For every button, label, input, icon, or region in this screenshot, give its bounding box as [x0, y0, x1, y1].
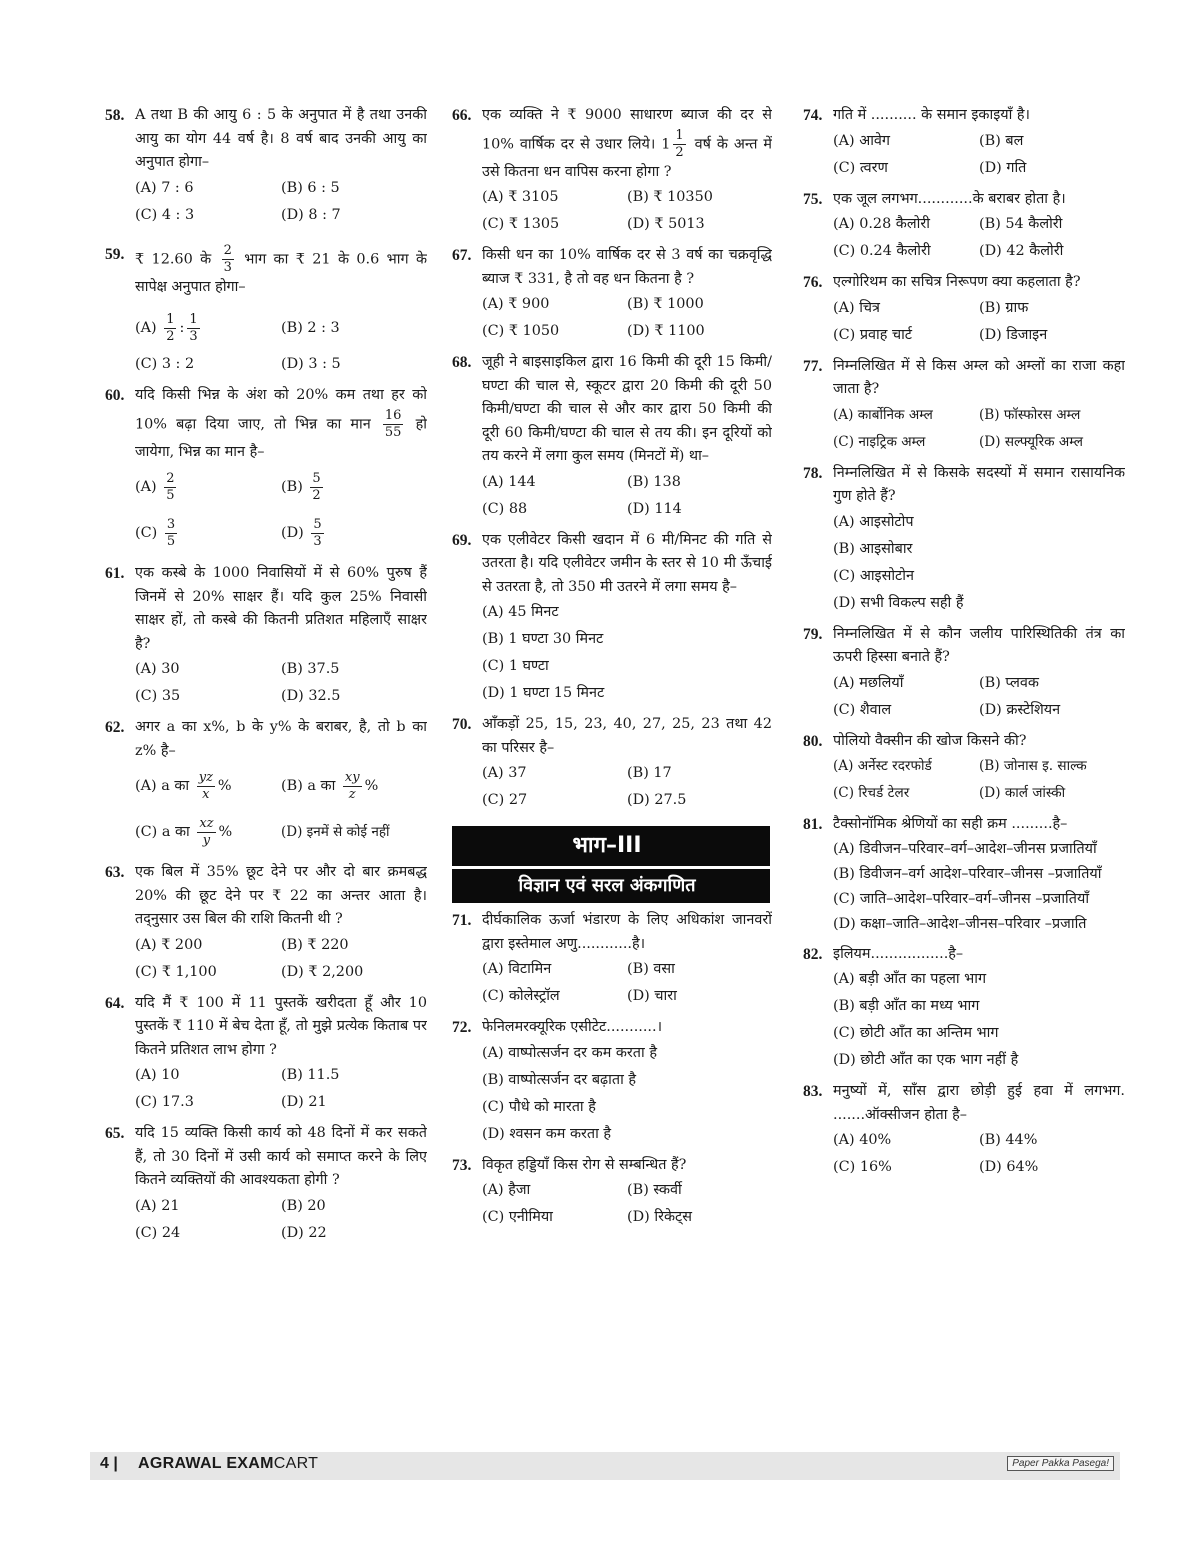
option-a: (A) 30	[135, 661, 180, 677]
option-d: (D) 22	[281, 1224, 327, 1241]
question-text	[135, 384, 427, 464]
question-80	[803, 730, 1125, 754]
percent-sign: %	[217, 778, 232, 794]
option-a: (A) 144	[482, 473, 536, 490]
options-65	[105, 1193, 427, 1247]
question-text-part: ₹ 12.60 के	[135, 251, 212, 267]
question-text	[482, 104, 772, 184]
options-71	[452, 956, 772, 1010]
option-d: (D) सभी विकल्प सही हैं	[833, 594, 964, 611]
question-number: 81.	[803, 816, 823, 833]
option-b: (B) 2 : 3	[281, 320, 340, 336]
option-d: (D) 1 घण्टा 15 मिनट	[482, 685, 605, 701]
options-74	[803, 128, 1125, 182]
option-b: (B) 138	[627, 473, 681, 490]
option-b: (B) जोनास इ. साल्क	[979, 758, 1087, 774]
option-c: (C) आइसोटोन	[833, 567, 915, 584]
fraction	[222, 243, 234, 276]
column-3	[803, 98, 1125, 1435]
options-58	[105, 175, 427, 229]
option-a: (A) 21	[135, 1197, 180, 1214]
question-63	[105, 861, 427, 932]
denominator: 2	[166, 328, 175, 344]
option-a: (A) ₹ 200	[135, 936, 203, 953]
numerator: 5	[313, 516, 322, 532]
option-c: (C) ₹ 1,100	[135, 963, 217, 980]
question-text: एक बिल में 35% छूट देने पर और दो बार क्रमबद्ध 20% की छूट देने पर ₹ 22 का अन्तर आता है। तद्नुसार उस बिल की राशि कितनी थी ?	[135, 864, 427, 927]
option-b: (B) वसा	[627, 961, 675, 977]
question-62	[105, 716, 427, 763]
question-number: 64.	[105, 994, 125, 1012]
fraction	[343, 770, 362, 803]
denominator: z	[348, 786, 356, 802]
option-d: (D) 64%	[979, 1159, 1039, 1175]
option-d: (D) क्रस्टेशियन	[979, 701, 1061, 718]
option-d: (D) 8 : 7	[281, 206, 341, 223]
option-label: (D)	[281, 525, 304, 541]
option-c: (C) 88	[482, 500, 528, 517]
option-c: (C) 27	[482, 792, 528, 808]
options-81	[803, 837, 1125, 937]
denominator: 2	[312, 487, 321, 503]
option-label: (C) a का	[135, 824, 190, 840]
option-b: (B) बड़ी आँत का मध्य भाग	[833, 998, 980, 1014]
question-text: एल्गोरिथम का सचित्र निरूपण क्या कहलाता है?	[833, 274, 1081, 290]
option-b: (B) आइसोबार	[833, 540, 913, 557]
question-number: 83.	[803, 1083, 823, 1100]
question-text: मनुष्यों में, साँस द्वारा छोड़ी हुई हवा में लगभग. .......ऑक्सीजन होता है–	[833, 1083, 1125, 1123]
question-65	[105, 1122, 427, 1193]
option-label: (A) a का	[135, 778, 190, 794]
denominator: 3	[313, 533, 322, 549]
options-70	[452, 760, 772, 814]
question-67	[452, 244, 772, 291]
option-d: (D) ₹ 2,200	[281, 963, 364, 980]
question-text: दीर्घकालिक ऊर्जा भंडारण के लिए अधिकांश जानवरों द्वारा इस्तेमाल अणु............है।	[482, 912, 772, 952]
fraction	[187, 312, 199, 345]
option-c: (C) 4 : 3	[135, 206, 195, 223]
question-number: 68.	[452, 354, 472, 371]
option-d: (D) 21	[281, 1094, 327, 1110]
numerator: 5	[312, 470, 321, 486]
denominator: y	[202, 832, 211, 848]
question-number: 70.	[452, 716, 472, 733]
numerator: xy	[344, 769, 360, 785]
option-d: (D) गति	[979, 159, 1027, 176]
option-a: (A) हैजा	[482, 1182, 531, 1198]
option-d	[281, 510, 427, 556]
option-c: (C) त्वरण	[833, 159, 888, 176]
option-a: (A) विटामिन	[482, 961, 552, 977]
options-67	[452, 291, 772, 345]
options-62	[105, 763, 427, 855]
option-c: (C) एनीमिया	[482, 1209, 553, 1225]
question-number: 69.	[452, 531, 472, 549]
fraction	[310, 471, 322, 504]
question-number: 60.	[105, 387, 125, 404]
question-79	[803, 623, 1125, 670]
option-d: (D) चारा	[627, 988, 677, 1004]
numerator: yz	[198, 769, 213, 785]
fraction	[164, 312, 176, 345]
question-number: 75.	[803, 190, 823, 208]
question-number: 61.	[105, 565, 125, 582]
option-c: (C) 0.24 कैलोरी	[833, 243, 931, 259]
question-76	[803, 271, 1125, 295]
question-number: 74.	[803, 107, 823, 124]
question-66	[452, 104, 772, 184]
option-b: (B) 11.5	[281, 1067, 340, 1083]
question-text-part: एक व्यक्ति ने ₹ 9000 साधारण ब्याज की दर से 10% वार्षिक दर से उधार लिये।	[482, 107, 772, 152]
options-75	[803, 211, 1125, 265]
question-number: 78.	[803, 464, 823, 482]
options-80	[803, 753, 1125, 807]
option-d: (D) 32.5	[281, 688, 341, 704]
option-c: (C) 3 : 2	[135, 356, 195, 372]
option-a: (A) बड़ी आँत का पहला भाग	[833, 971, 987, 987]
option-c: (C) कोलेस्ट्रॉल	[482, 988, 560, 1004]
option-b: (B) 1 घण्टा 30 मिनट	[482, 631, 604, 647]
options-61	[105, 656, 427, 710]
question-number: 65.	[105, 1125, 125, 1142]
options-72	[452, 1040, 772, 1148]
question-59	[105, 243, 427, 300]
brand-logo	[138, 1455, 318, 1473]
denominator: 5	[166, 487, 175, 503]
option-label: (A)	[135, 320, 157, 336]
numerator: 1	[675, 127, 684, 143]
question-58	[105, 104, 427, 175]
page-number: 4 |	[100, 1455, 118, 1472]
option-a: (A) मछलियाँ	[833, 674, 904, 691]
option-a: (A) 10	[135, 1067, 180, 1083]
option-c: (C) 24	[135, 1224, 181, 1241]
options-64	[105, 1062, 427, 1116]
question-number: 59.	[105, 245, 125, 263]
question-text-part: यदि किसी भिन्न के अंश को 20% कम तथा हर को 10% बढ़ा दिया जाए, तो भिन्न का मान	[135, 387, 427, 432]
options-69	[452, 599, 772, 707]
option-a: (A) चित्र	[833, 299, 881, 316]
option-c: (C) 17.3	[135, 1094, 194, 1110]
question-text: A तथा B की आयु 6 : 5 के अनुपात में है तथा उनकी आयु का योग 44 वर्ष है। 8 वर्ष बाद उनकी आयु का अनुपात होगा–	[135, 107, 427, 170]
question-number: 71.	[452, 912, 472, 929]
fraction	[197, 770, 215, 803]
option-a: (A) अर्नेस्ट रदरफोर्ड	[833, 758, 932, 774]
option-a: (A) आइसोटोप	[833, 513, 914, 530]
question-number: 82.	[803, 945, 823, 963]
tagline-badge: Paper Pakka Pasega!	[1007, 1456, 1114, 1471]
option-a: (A) कार्बोनिक अम्ल	[833, 406, 933, 423]
question-text-part: भाग का ₹ 21 के 0.6 भाग के सापेक्ष अनुपात होगा–	[135, 251, 427, 295]
option-d: (D) सल्फ्यूरिक अम्ल	[979, 433, 1083, 450]
question-text: टैक्सोनॉमिक श्रेणियों का सही क्रम .........है–	[833, 816, 1068, 832]
question-text: यदि मैं ₹ 100 में 11 पुस्तकें खरीदता हूँ और 10 पुस्तकें ₹ 110 में बेच देता हूँ, तो मुझे प्रत्येक किताब पर कितने प्रतिशत लाभ होगा ?	[135, 994, 427, 1058]
question-text: निम्नलिखित में से किसके सदस्यों में समान रासायनिक गुण होते हैं?	[833, 464, 1125, 504]
fraction	[673, 128, 685, 161]
option-b: (B) वाष्पोत्सर्जन दर बढ़ाता है	[482, 1071, 637, 1088]
option-d: (D) कार्ल जांस्की	[979, 785, 1066, 801]
option-a: (A) $\frac{1}{2}$ : $\frac{1}{3}$	[135, 311, 198, 344]
question-text: यदि 15 व्यक्ति किसी कार्य को 48 दिनों में कर सकते हैं, तो 30 दिनों में उसी कार्य को समाप्त करने के लिए कितने व्यक्तियों की आवश्यकता होगी ?	[135, 1125, 427, 1188]
denominator: 5	[166, 533, 176, 549]
option-d: (D) 3 : 5	[281, 356, 341, 372]
numerator: 2	[223, 242, 232, 258]
question-text-part: हो जायेगा, भिन्न का मान है–	[135, 416, 427, 460]
option-a: (A) डिवीजन–परिवार–वर्ग–आदेश–जीनस प्रजातियाँ	[833, 840, 1097, 857]
question-number: 66.	[452, 107, 472, 124]
question-text: किसी धन का 10% वार्षिक दर से 3 वर्ष का चक्रवृद्धि ब्याज ₹ 331, है तो वह धन कितना है ?	[482, 247, 772, 287]
option-label: (A)	[135, 479, 157, 495]
numerator: xz	[199, 815, 214, 831]
question-text: अगर a का x%, b के y% के बराबर, है, तो b का z% है–	[135, 719, 427, 759]
question-60	[105, 384, 427, 464]
question-64	[105, 992, 427, 1063]
section-title: भाग–III	[572, 833, 642, 858]
question-text: पोलियो वैक्सीन की खोज किसने की?	[833, 732, 1027, 749]
question-text: विकृत हड्डियाँ किस रोग से सम्बन्धित हैं?	[482, 1156, 687, 1173]
percent-sign: %	[218, 824, 233, 840]
option-b: (B) 54 कैलोरी	[979, 216, 1063, 232]
options-59	[105, 305, 427, 378]
question-74	[803, 104, 1125, 128]
denominator: 3	[189, 328, 198, 344]
question-71	[452, 909, 772, 956]
question-number: 77.	[803, 357, 823, 375]
brand-name-rest: CART	[273, 1455, 319, 1472]
numerator: 1	[189, 311, 198, 327]
question-number: 67.	[452, 247, 472, 264]
section-subtitle: विज्ञान एवं सरल अंकगणित	[452, 866, 770, 903]
option-a: (A) ₹ 900	[482, 296, 550, 312]
mixed-number-whole: 1	[661, 136, 671, 152]
question-number: 76.	[803, 274, 823, 291]
options-73	[452, 1177, 772, 1231]
option-d: (D) रिकेट्स	[627, 1209, 692, 1225]
question-number: 72.	[452, 1019, 472, 1036]
question-text: एक कस्बे के 1000 निवासियों में से 60% पुरुष हैं जिनमें से 20% साक्षर हैं। यदि कुल 25% निवासी साक्षर हों, तो कस्बे की कितनी प्रतिशत महिलाएँ साक्षर है?	[135, 565, 427, 652]
option-d: (D) श्वसन कम करता है	[482, 1125, 612, 1142]
option-d: (D) ₹ 1100	[627, 323, 705, 339]
option-label: (C)	[135, 525, 158, 541]
option-b: (B) डिवीजन–वर्ग आदेश–परिवार–जीनस –प्रजातियाँ	[833, 865, 1102, 882]
question-text: इलियम.................है–	[833, 945, 964, 962]
option-a: (A) 40%	[833, 1132, 892, 1148]
numerator: 2	[166, 470, 175, 486]
percent-sign: %	[364, 778, 379, 794]
numerator: 3	[166, 516, 176, 532]
option-d: (D) ₹ 5013	[627, 216, 705, 232]
option-b: (B) ₹ 220	[281, 936, 349, 953]
option-d: (D) 42 कैलोरी	[979, 243, 1064, 259]
options-77	[803, 402, 1125, 456]
numerator: 1	[166, 311, 175, 327]
option-b: (B) ₹ 10350	[627, 189, 713, 205]
options-63	[105, 932, 427, 986]
option-a: (A) ₹ 3105	[482, 189, 559, 205]
option-a	[135, 763, 281, 809]
column-2	[452, 98, 772, 1435]
question-number: 62.	[105, 719, 125, 736]
option-d: (D) इनमें से कोई नहीं	[281, 824, 390, 840]
question-number: 79.	[803, 625, 823, 643]
question-text	[135, 243, 427, 300]
option-c: (C) ₹ 1305	[482, 216, 560, 232]
question-77	[803, 355, 1125, 402]
question-82	[803, 943, 1125, 967]
option-b: (B) स्कर्वी	[627, 1182, 682, 1198]
column-1	[105, 98, 427, 1435]
option-a: (A) 45 मिनट	[482, 604, 559, 620]
section-banner	[452, 826, 770, 903]
question-text: निम्नलिखित में से कौन जलीय पारिस्थितिकी तंत्र का ऊपरी हिस्सा बनाते हैं?	[833, 625, 1125, 665]
question-78	[803, 462, 1125, 509]
option-c: (C) शैवाल	[833, 701, 892, 718]
question-number: 73.	[452, 1156, 472, 1174]
option-b: (B) फॉस्फोरस अम्ल	[979, 406, 1081, 423]
option-b: (B) 17	[627, 765, 672, 781]
question-61	[105, 562, 427, 656]
denominator: 2	[675, 144, 684, 160]
question-number: 58.	[105, 107, 125, 124]
option-c: (C) ₹ 1050	[482, 323, 560, 339]
option-c	[135, 510, 281, 556]
options-79	[803, 670, 1125, 724]
option-b: (B) 37.5	[281, 661, 340, 677]
option-a: (A) आवेग	[833, 132, 891, 149]
option-d: (D) डिजाइन	[979, 326, 1048, 343]
option-c: (C) प्रवाह चार्ट	[833, 326, 913, 343]
option-c: (C) 16%	[833, 1159, 892, 1175]
question-72	[452, 1016, 772, 1040]
question-text-part: वर्ष के अन्त में उसे कितना धन वापिस करना होगा ?	[482, 136, 772, 180]
fraction	[165, 517, 177, 550]
question-text: निम्नलिखित में से किस अम्ल को अम्लों का राजा कहा जाता है?	[833, 357, 1125, 397]
fraction	[197, 816, 215, 849]
question-81	[803, 813, 1125, 837]
option-a	[135, 464, 281, 510]
question-text: फेनिलमरक्यूरिक एसीटेट...........।	[482, 1019, 663, 1035]
option-c: (C) 35	[135, 688, 181, 704]
question-75	[803, 188, 1125, 212]
option-c: (C) जाति–आदेश–परिवार–वर्ग–जीनस –प्रजातियाँ	[833, 890, 1090, 907]
numerator: 16	[384, 407, 402, 423]
option-a: (A) 37	[482, 765, 527, 781]
options-66	[452, 184, 772, 238]
question-70	[452, 713, 772, 760]
denominator: 55	[384, 424, 402, 440]
question-text: एक जूल लगभग............के बराबर होता है।	[833, 190, 1066, 207]
option-d: (D) कक्षा–जाति–आदेश–जीनस–परिवार –प्रजाति	[833, 915, 1087, 932]
option-a: (A) वाष्पोत्सर्जन दर कम करता है	[482, 1044, 657, 1061]
option-c: (C) पौधे को मारता है	[482, 1098, 596, 1115]
option-b: (B) बल	[979, 132, 1024, 149]
page-footer	[90, 1452, 1120, 1480]
option-a: (A) 0.28 कैलोरी	[833, 216, 930, 232]
denominator: 3	[223, 259, 232, 275]
question-number: 80.	[803, 732, 823, 750]
option-label: (B) a का	[281, 778, 336, 794]
question-text: आँकड़ों 25, 15, 23, 40, 27, 25, 23 तथा 42 का परिसर है–	[482, 716, 772, 756]
options-76	[803, 295, 1125, 349]
question-68	[452, 351, 772, 469]
option-c: (C) नाइट्रिक अम्ल	[833, 433, 926, 450]
option-b: (B) ₹ 1000	[627, 296, 704, 312]
option-c	[135, 809, 281, 855]
question-73	[452, 1154, 772, 1178]
option-d: (D) छोटी आँत का एक भाग नहीं है	[833, 1052, 1019, 1068]
option-c: (C) रिचर्ड टेलर	[833, 785, 910, 801]
option-d: (D) 114	[627, 500, 682, 517]
options-68	[452, 469, 772, 523]
option-b: (B) 44%	[979, 1132, 1038, 1148]
option-c: (C) 1 घण्टा	[482, 658, 549, 674]
option-b: (B) प्लवक	[979, 674, 1039, 691]
option-d: (D) 27.5	[627, 792, 687, 808]
question-text: जूही ने बाइसाइकिल द्वारा 16 किमी की दूरी 15 किमी/घण्टा की चाल से, स्कूटर द्वारा 20 किमी की दूरी 50 किमी/घण्टा की चाल से और कार द्वारा 50 किमी की दूरी 60 किमी/घण्टा की चाल से तय की। इन दूरियों को तय करने में लगा कुल समय (मिनटों में) था–	[482, 354, 772, 464]
fraction	[164, 471, 176, 504]
option-c: (C) छोटी आँत का अन्तिम भाग	[833, 1025, 999, 1041]
option-b	[281, 464, 427, 510]
denominator: x	[202, 786, 210, 802]
question-69	[452, 529, 772, 600]
options-82	[803, 966, 1125, 1074]
fraction	[311, 517, 323, 550]
option-b: (B) ग्राफ	[979, 299, 1029, 316]
option-b: (B) 6 : 5	[281, 179, 340, 196]
fraction	[383, 408, 404, 441]
options-83	[803, 1127, 1125, 1181]
options-78	[803, 509, 1125, 617]
option-b: (B) 20	[281, 1197, 326, 1214]
option-label: (B)	[281, 479, 303, 495]
question-text: गति में .......... के समान इकाइयाँ है।	[833, 107, 1031, 123]
option-b	[281, 763, 427, 809]
options-60	[105, 464, 427, 556]
question-83	[803, 1080, 1125, 1127]
question-text: एक एलीवेटर किसी खदान में 6 मी/मिनट की गति से उतरता है। यदि एलीवेटर जमीन के स्तर से 10 मी ऊँचाई से उतरता है, तो 350 मी उतरने में लगा समय है–	[482, 531, 772, 595]
option-a: (A) 7 : 6	[135, 179, 194, 196]
brand-name-bold: AGRAWAL EXAM	[138, 1455, 274, 1472]
question-number: 63.	[105, 864, 125, 881]
